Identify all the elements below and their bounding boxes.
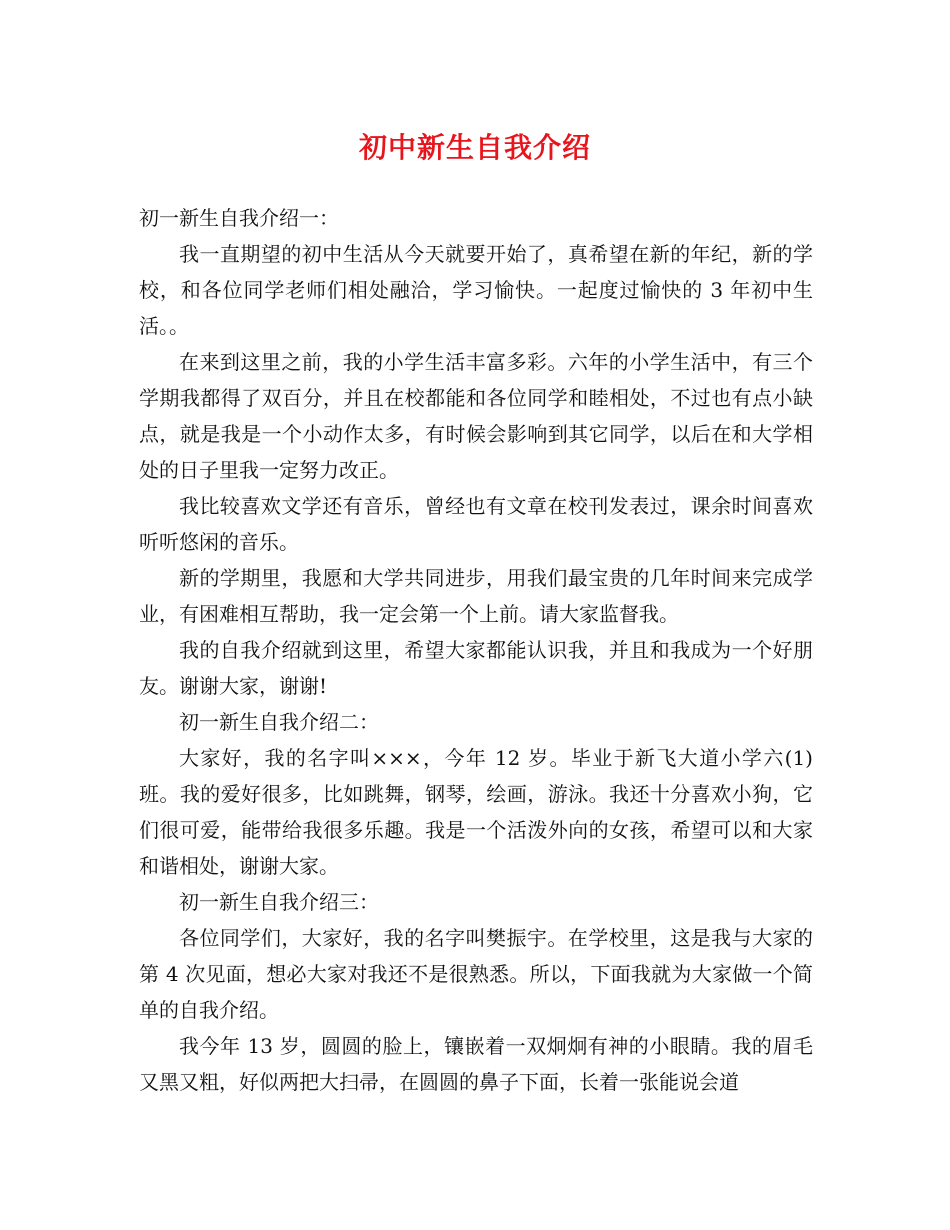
paragraph: 大家好，我的名字叫×××，今年 12 岁。毕业于新飞大道小学六(1)班。我的爱好很多，比如跳舞，钢琴，绘画，游泳。我还十分喜欢小狗，它们很可爱，能带给我很多乐趣。我是一个活泼外向的女孩，希望可以和大家和谐相处，谢谢大家。 [139, 746, 813, 878]
paragraph: 我的自我介绍就到这里，希望大家都能认识我，并且和我成为一个好朋友。谢谢大家，谢谢! [139, 638, 813, 698]
paragraph: 我今年 13 岁，圆圆的脸上，镶嵌着一双炯炯有神的小眼睛。我的眉毛又黑又粗，好似两把大扫帚，在圆圆的鼻子下面，长着一张能说会道 [139, 1034, 813, 1094]
document-title: 初中新生自我介绍 [358, 131, 591, 164]
paragraph: 我一直期望的初中生活从今天就要开始了，真希望在新的年纪，新的学校，和各位同学老师们相处融洽，学习愉快。一起度过愉快的 3 年初中生活。。 [139, 242, 813, 338]
paragraph: 各位同学们，大家好，我的名字叫樊振宇。在学校里，这是我与大家的第 4 次见面，想必大家对我还不是很熟悉。所以，下面我就为大家做一个简单的自我介绍。 [139, 926, 813, 1022]
paragraph: 新的学期里，我愿和大学共同进步，用我们最宝贵的几年时间来完成学业，有困难相互帮助，我一定会第一个上前。请大家监督我。 [139, 566, 813, 626]
paragraph: 我比较喜欢文学还有音乐，曾经也有文章在校刊发表过，课余时间喜欢听听悠闲的音乐。 [139, 494, 813, 554]
paragraph: 在来到这里之前，我的小学生活丰富多彩。六年的小学生活中，有三个学期我都得了双百分，并且在校都能和各位同学和睦相处，不过也有点小缺点，就是我是一个小动作太多，有时候会影响到其它同学，以后在和大学相处的日子里我一定努力改正。 [139, 350, 813, 482]
document-body [139, 200, 813, 1100]
section-heading-2: 初一新生自我介绍二： [179, 710, 379, 734]
section-heading-3: 初一新生自我介绍三： [179, 890, 379, 914]
section-heading-1: 初一新生自我介绍一： [139, 206, 339, 230]
